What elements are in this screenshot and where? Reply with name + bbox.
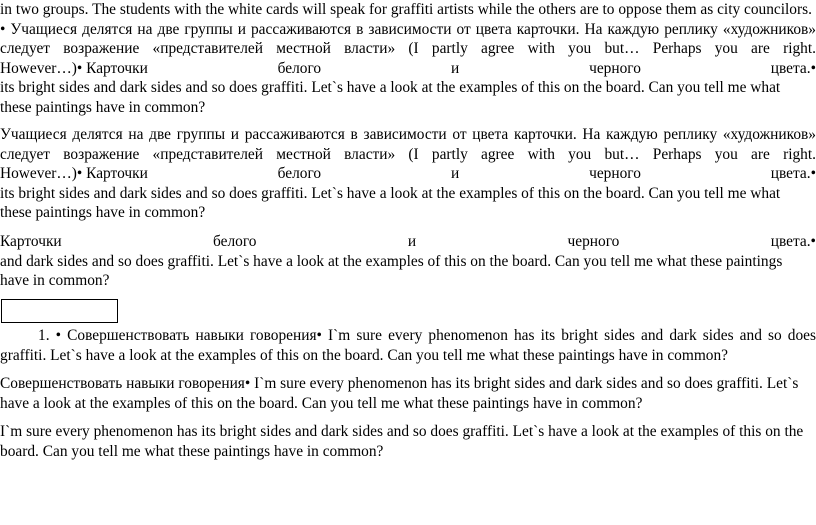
paragraph-2-line-3 (0, 164, 816, 184)
paragraph-1-line-1: in two groups. The students with the white cards will speak for graffiti artists while the others are to oppose them as city councilors. (0, 1, 812, 18)
word: и (407, 233, 417, 250)
list-item-text: • Совершенствовать навыки говорения• I`m sure every phenomenon has its bright sides and dark sides and so does (55, 327, 816, 344)
paragraph-4 (0, 374, 798, 413)
list-item-line-2: graffiti. Let`s have a look at the examples of this on the board. Can you tell me what these paintings have in common? (0, 346, 729, 364)
word: черного (589, 59, 641, 77)
word: белого (213, 233, 257, 250)
word: и (450, 59, 460, 77)
paragraph-5-line-2: board. Can you tell me what these paintings have in common? (0, 442, 384, 460)
numbered-list-item (0, 326, 816, 365)
paragraph-5 (0, 422, 803, 461)
paragraph-1-line-3: следует возражение «представителей местной власти» (I partly agree with you but… Perhaps you are right. (0, 40, 816, 57)
empty-text-box (1, 299, 118, 323)
paragraph-3-line-2: and dark sides and so does graffiti. Let`s have a look at the examples of this on the board. Can you tell me what these paintings (0, 252, 783, 270)
paragraph-2-line-2: следует возражение «представителей местной власти» (I partly agree with you but… Perhaps you are right. (0, 145, 816, 163)
word: цвета.• (770, 233, 816, 250)
word: Карточки (0, 233, 62, 250)
paragraph-4-line-1: Совершенствовать навыки говорения• I`m sure every phenomenon has its bright sides and dark sides and so does graffiti. Let`s (0, 375, 799, 392)
paragraph-3 (0, 232, 816, 291)
paragraph-2-line-1: Учащиеся делятся на две группы и рассаживаются в зависимости от цвета карточки. На каждую реплику «художников» (0, 126, 816, 143)
paragraph-2-line-4: its bright sides and dark sides and so does graffiti. Let`s have a look at the examples of this on the board. Can you tell me what (0, 184, 781, 202)
word: белого (277, 59, 322, 77)
paragraph-1-line-4 (0, 59, 816, 79)
word: черного (589, 165, 641, 182)
paragraph-5-line-1: I`m sure every phenomenon has its bright sides and dark sides and so does graffiti. Let`s have a look at the examples of this on the (0, 423, 804, 440)
paragraph-2 (0, 125, 816, 223)
paragraph-1-line-5: its bright sides and dark sides and so does graffiti. Let`s have a look at the examples of this on the board. Can you tell me what (0, 79, 781, 96)
word: However…)• Карточки (0, 165, 148, 182)
paragraph-3-line-3: have in common? (0, 272, 110, 289)
paragraph-1-line-6: these paintings have in common? (0, 98, 206, 116)
paragraph-2-line-5: these paintings have in common? (0, 204, 206, 221)
word: цвета.• (770, 59, 816, 77)
list-item-line-1 (0, 326, 816, 346)
paragraph-1-line-2: • Учащиеся делятся на две группы и рассаживаются в зависимости от цвета карточки. На каждую реплику «художников» (0, 20, 816, 38)
word: черного (567, 233, 620, 250)
word: However…)• Карточки (0, 59, 148, 77)
word: белого (277, 165, 322, 182)
paragraph-1 (0, 0, 816, 117)
word: цвета.• (770, 165, 816, 182)
word: и (450, 165, 460, 182)
paragraph-3-line-1 (0, 232, 816, 252)
list-number: 1. (38, 327, 50, 344)
paragraph-4-line-2: have a look at the examples of this on the board. Can you tell me what these paintings have in common? (0, 394, 643, 412)
